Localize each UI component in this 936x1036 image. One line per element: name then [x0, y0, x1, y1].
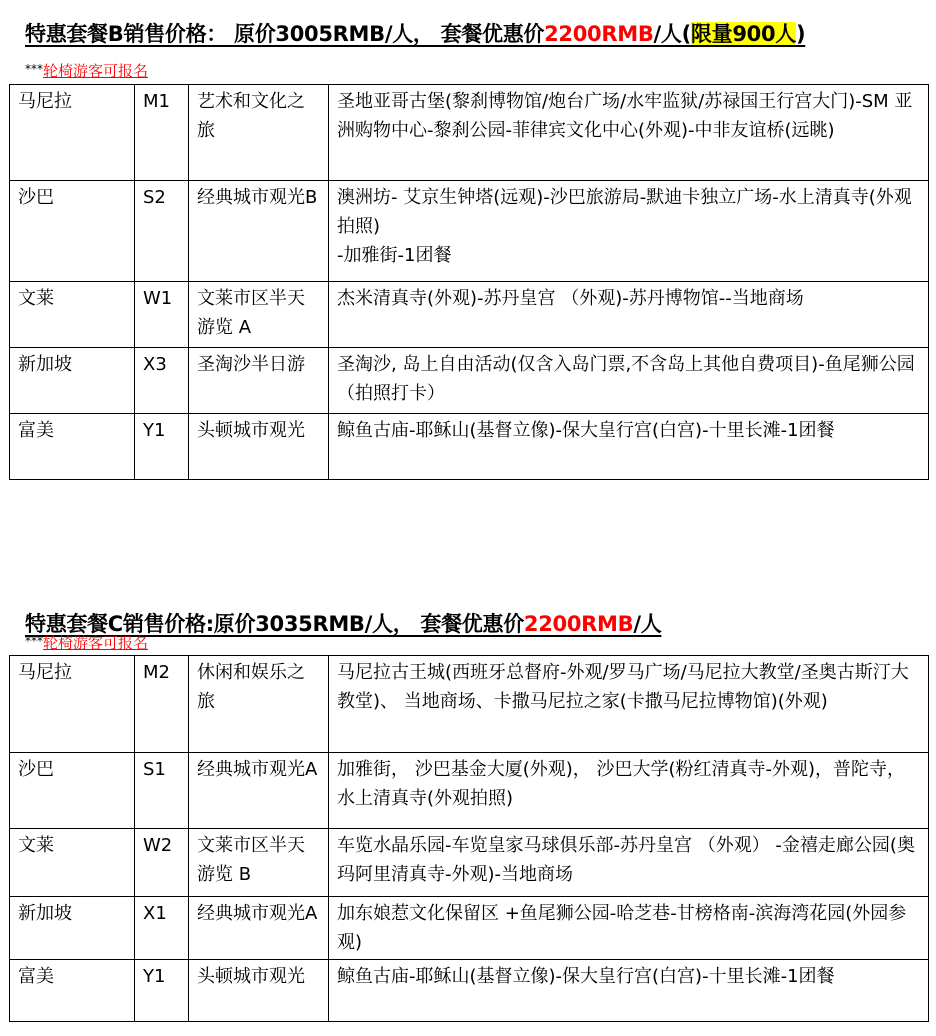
- route-cell: 圣淘沙, 岛上自由活动(仅含入岛门票,不含岛上其他自费项目)-鱼尾狮公园（拍照打卡）: [329, 348, 929, 414]
- route-cell: 马尼拉古王城(西班牙总督府-外观/罗马广场/马尼拉大教堂/圣奥古斯汀大教堂)、 当地商场、卡撒马尼拉之家(卡撒马尼拉博物馆)(外观): [329, 656, 929, 753]
- wheelchair-link[interactable]: 轮椅游客可报名: [43, 62, 149, 80]
- package-b-heading-close: ): [795, 22, 806, 46]
- code-cell: M1: [135, 85, 189, 181]
- table-row: [10, 960, 929, 1022]
- table-row: [10, 656, 929, 753]
- package-b-discount-price: 2200RMB: [544, 22, 654, 46]
- table-row: [10, 181, 929, 282]
- city-cell: 富美: [10, 960, 135, 1022]
- package-c-wheelchair-note: [25, 632, 148, 653]
- route-cell: 车览水晶乐园-车览皇家马球俱乐部-苏丹皇宫 （外观） -金禧走廊公园(奥玛阿里清真寺-外观)-当地商场: [329, 829, 929, 897]
- tour-name-cell: 头顿城市观光: [189, 960, 329, 1022]
- city-cell: 新加坡: [10, 348, 135, 414]
- route-cell: 加雅街， 沙巴基金大厦(外观)， 沙巴大学(粉红清真寺-外观)，普陀寺， 水上清真寺(外观拍照): [329, 753, 929, 829]
- package-b-limit-badge: 限量900人: [690, 22, 796, 46]
- code-cell: S1: [135, 753, 189, 829]
- table-row: [10, 753, 929, 829]
- route-cell: 鲸鱼古庙-耶稣山(基督立像)-保大皇行宫(白宫)-十里长滩-1团餐: [329, 960, 929, 1022]
- package-b-heading-per: /人(: [653, 22, 691, 46]
- city-cell: 文莱: [10, 829, 135, 897]
- route-cell: 圣地亚哥古堡(黎刹博物馆/炮台广场/水牢监狱/苏禄国王行宫大门)-SM 亚 洲购物中心-黎刹公园-菲律宾文化中心(外观)-中非友谊桥(远眺): [329, 85, 929, 181]
- package-c-table: [9, 655, 929, 1022]
- city-cell: 马尼拉: [10, 656, 135, 753]
- tour-name-cell: 圣淘沙半日游: [189, 348, 329, 414]
- tour-name-cell: 头顿城市观光: [189, 414, 329, 480]
- code-cell: Y1: [135, 414, 189, 480]
- tour-name-cell: 经典城市观光B: [189, 181, 329, 282]
- route-cell: 杰米清真寺(外观)-苏丹皇宫 （外观)-苏丹博物馆--当地商场: [329, 282, 929, 348]
- code-cell: W2: [135, 829, 189, 897]
- package-b-table: [9, 84, 929, 480]
- tour-name-cell: 文莱市区半天游览 A: [189, 282, 329, 348]
- route-cell: 加东娘惹文化保留区 +鱼尾狮公园-哈芝巷-甘榜格南-滨海湾花园(外园参观): [329, 897, 929, 960]
- tour-name-cell: 经典城市观光A: [189, 897, 329, 960]
- note-stars: ***: [25, 62, 43, 76]
- city-cell: 富美: [10, 414, 135, 480]
- tour-name-cell: 休闲和娱乐之旅: [189, 656, 329, 753]
- code-cell: Y1: [135, 960, 189, 1022]
- package-c-heading-per: /人: [633, 612, 662, 636]
- tour-name-cell: 文莱市区半天游览 B: [189, 829, 329, 897]
- package-c-heading-prefix: 特惠套餐C销售价格:原价3035RMB/人， 套餐优惠价: [25, 612, 524, 636]
- wheelchair-link[interactable]: 轮椅游客可报名: [43, 634, 149, 652]
- city-cell: 新加坡: [10, 897, 135, 960]
- city-cell: 沙巴: [10, 181, 135, 282]
- table-row: [10, 85, 929, 181]
- table-row: [10, 282, 929, 348]
- code-cell: W1: [135, 282, 189, 348]
- package-b-heading-prefix: 特惠套餐B销售价格： 原价3005RMB/人， 套餐优惠价: [25, 22, 545, 46]
- city-cell: 文莱: [10, 282, 135, 348]
- package-b-heading: [25, 18, 805, 48]
- table-row: [10, 897, 929, 960]
- code-cell: X3: [135, 348, 189, 414]
- route-cell: [329, 181, 929, 282]
- note-stars: ***: [25, 634, 43, 648]
- code-cell: X1: [135, 897, 189, 960]
- tour-name-cell: 经典城市观光A: [189, 753, 329, 829]
- package-b-wheelchair-note: [25, 60, 148, 81]
- route-text: 澳洲坊- 艾京生钟塔(远观)-沙巴旅游局-默迪卡独立广场-水上清真寺(外观 拍照): [337, 187, 912, 237]
- package-c-discount-price: 2200RMB: [523, 612, 634, 636]
- tour-name-cell: 艺术和文化之旅: [189, 85, 329, 181]
- table-row: [10, 414, 929, 480]
- table-row: [10, 829, 929, 897]
- code-cell: S2: [135, 181, 189, 282]
- route-extra-text: -加雅街-1团餐: [337, 245, 452, 266]
- city-cell: 马尼拉: [10, 85, 135, 181]
- route-cell: 鲸鱼古庙-耶稣山(基督立像)-保大皇行宫(白宫)-十里长滩-1团餐: [329, 414, 929, 480]
- code-cell: M2: [135, 656, 189, 753]
- city-cell: 沙巴: [10, 753, 135, 829]
- table-row: [10, 348, 929, 414]
